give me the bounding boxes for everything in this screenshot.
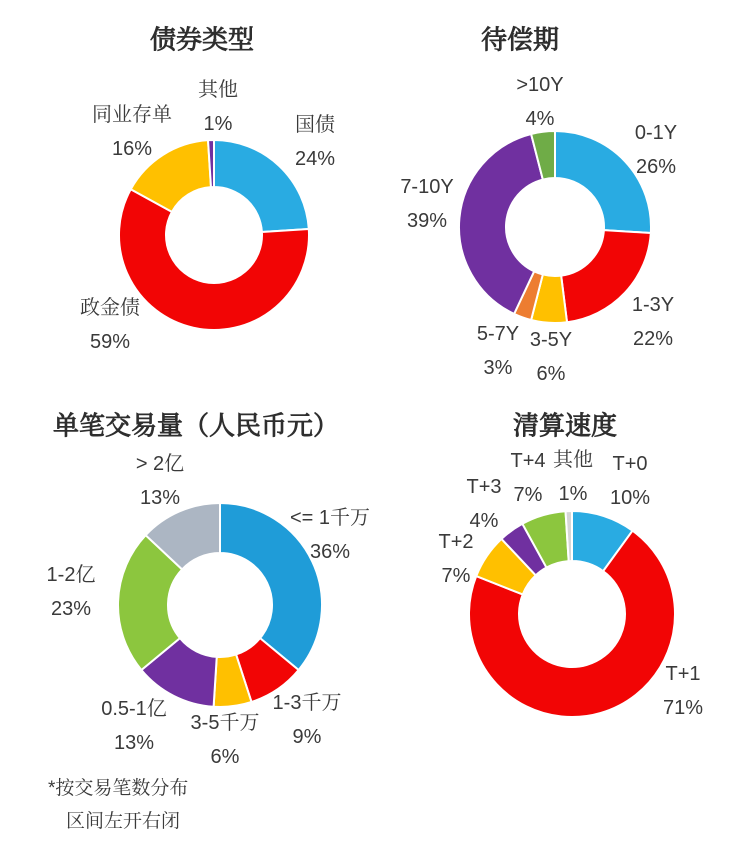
slice-name: 3-5Y: [529, 329, 573, 351]
trade-size-label-4: [47, 558, 96, 626]
trade-size-title: 单笔交易量（人民币元）: [52, 410, 340, 441]
maturity-title: 待偿期: [480, 24, 560, 55]
maturity-label-3: [477, 317, 519, 385]
slice-name: T+3: [466, 476, 502, 498]
slice-percent: 13%: [113, 732, 155, 754]
slice-name: 0-1Y: [634, 122, 678, 144]
maturity-label-4: [400, 170, 453, 238]
settlement-speed-label-0: [610, 447, 650, 515]
slice-name: 其他: [198, 79, 238, 101]
maturity-label-2: [530, 323, 572, 391]
trade-size-label-1: [273, 686, 342, 754]
slice-percent: 71%: [662, 697, 704, 719]
settlement-speed-label-1: [663, 657, 703, 725]
slice-percent: 39%: [406, 210, 448, 232]
slice-percent: 22%: [632, 328, 674, 350]
slice-percent: 3%: [483, 357, 513, 379]
slice-name: 1-2亿: [46, 564, 96, 586]
footnote-line-2: 区间左开右闭: [66, 811, 181, 832]
slice-percent: 23%: [50, 598, 92, 620]
maturity-label-5: [516, 68, 563, 136]
slice-name: T+0: [612, 453, 648, 475]
slice-name: 同业存单: [92, 104, 172, 126]
bond-type-label-3: [198, 73, 238, 141]
slice-percent: 7%: [441, 565, 471, 587]
slice-name: 其他: [553, 449, 593, 471]
slice-name: T+1: [665, 663, 701, 685]
slice-name: 1-3千万: [272, 692, 342, 714]
settlement-speed-label-5: [553, 443, 593, 511]
slice-percent: 36%: [309, 541, 351, 563]
slice-name: > 2亿: [135, 453, 185, 475]
slice-percent: 7%: [513, 484, 543, 506]
maturity-label-1: [632, 288, 674, 356]
slice-name: 0.5-1亿: [101, 698, 167, 720]
slice-name: 国债: [295, 114, 335, 136]
slice-name: T+2: [438, 531, 474, 553]
bond-type-label-1: [80, 291, 140, 359]
bond-type-label-0: [295, 108, 335, 176]
slice-percent: 16%: [111, 138, 153, 160]
trade-size-label-0: [290, 501, 370, 569]
bond-type-title: 债券类型: [149, 24, 255, 55]
footnote-line-1: *按交易笔数分布: [48, 778, 189, 799]
slice-name: T+4: [510, 450, 546, 472]
slice-percent: 6%: [536, 363, 566, 385]
slice-percent: 26%: [635, 156, 677, 178]
slice-percent: 9%: [292, 726, 322, 748]
slice-name: >10Y: [516, 74, 564, 96]
slice-percent: 6%: [210, 746, 240, 768]
slice-percent: 59%: [89, 331, 131, 353]
settlement-speed-label-3: [466, 470, 501, 538]
bond-type-label-2: [92, 98, 172, 166]
slice-percent: 1%: [558, 483, 588, 505]
slice-name: 政金债: [80, 297, 140, 319]
maturity-label-0: [635, 116, 677, 184]
settlement-speed-title: 清算速度: [512, 410, 618, 441]
trade-size-label-2: [191, 706, 260, 774]
slice-percent: 24%: [294, 148, 336, 170]
slice-name: 3-5千万: [190, 712, 260, 734]
trade-size-label-5: [136, 447, 184, 515]
settlement-speed-label-4: [510, 444, 545, 512]
slice-percent: 1%: [203, 113, 233, 135]
slice-name: 5-7Y: [476, 323, 520, 345]
slice-name: 1-3Y: [631, 294, 675, 316]
slice-name: <= 1千万: [289, 507, 371, 529]
slice-percent: 13%: [139, 487, 181, 509]
trade-size-label-3: [101, 692, 167, 760]
slice-percent: 4%: [469, 510, 499, 532]
slice-percent: 10%: [609, 487, 651, 509]
slice-percent: 4%: [525, 108, 555, 130]
slice-name: 7-10Y: [400, 176, 454, 198]
